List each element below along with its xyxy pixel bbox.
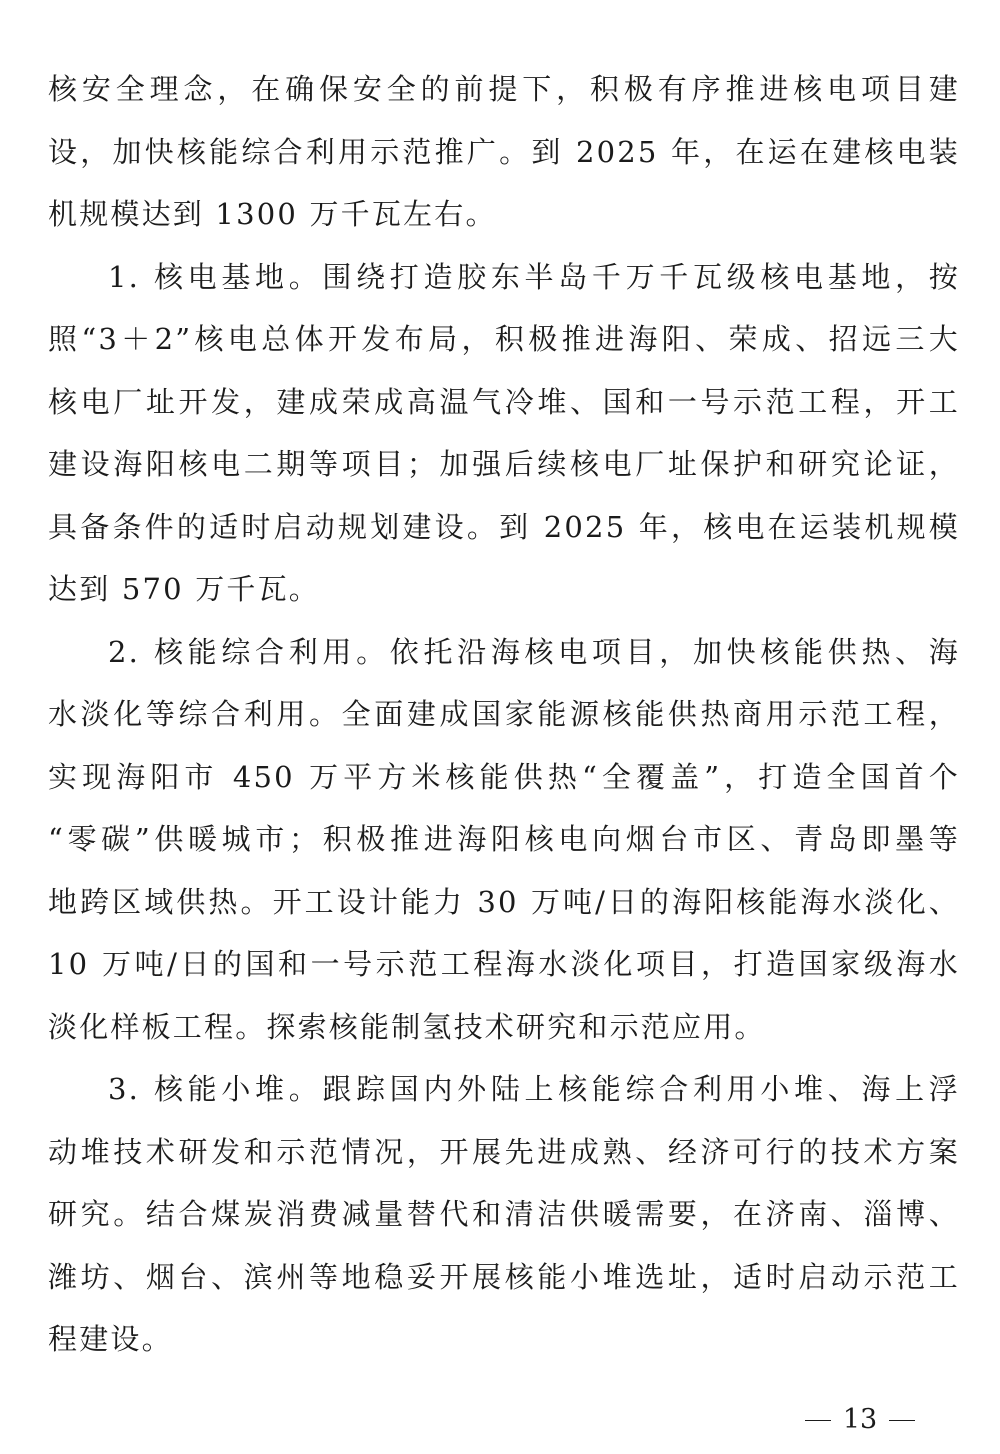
text-line: 照“3＋2”核电总体开发布局，积极推进海阳、荣成、招远三大 bbox=[48, 322, 960, 356]
intro-paragraph bbox=[48, 58, 960, 246]
text-line: 建设海阳核电二期等项目；加强后续核电厂址保护和研究论证， bbox=[48, 447, 960, 481]
text-line: 10 万吨/日的国和一号示范工程海水淡化项目，打造国家级海水 bbox=[48, 947, 960, 981]
section-2-comprehensive-utilization bbox=[48, 621, 960, 1059]
text-line: 研究。结合煤炭消费减量替代和清洁供暖需要，在济南、淄博、 bbox=[48, 1197, 960, 1231]
section-heading-line: 2. 核能综合利用。依托沿海核电项目，加快核能供热、海 bbox=[108, 634, 960, 669]
section-3-small-reactors bbox=[48, 1058, 960, 1371]
text-line: 具备条件的适时启动规划建设。到 2025 年，核电在运装机规模 bbox=[48, 509, 960, 544]
text-line: 核电厂址开发，建成荣成高温气冷堆、国和一号示范工程，开工 bbox=[48, 384, 960, 419]
text-line: “零碳”供暖城市；积极推进海阳核电向烟台市区、青岛即墨等 bbox=[48, 822, 960, 856]
text-line: 潍坊、烟台、滨州等地稳妥开展核能小堆选址，适时启动示范工 bbox=[48, 1259, 960, 1294]
right-dash bbox=[889, 1420, 915, 1422]
text-line: 水淡化等综合利用。全面建成国家能源核能供热商用示范工程， bbox=[48, 697, 960, 731]
text-line: 设，加快核能综合利用示范推广。到 2025 年，在运在建核电装 bbox=[48, 134, 960, 169]
text-line: 实现海阳市 450 万平方米核能供热“全覆盖”，打造全国首个 bbox=[48, 759, 960, 794]
page-number-value: 13 bbox=[842, 1404, 878, 1435]
text-line: 程建设。 bbox=[48, 1322, 173, 1356]
document-body bbox=[48, 58, 960, 1371]
text-line: 淡化样板工程。探索核能制氢技术研究和示范应用。 bbox=[48, 1009, 766, 1044]
text-line: 机规模达到 1300 万千瓦左右。 bbox=[48, 197, 497, 231]
text-line: 地跨区域供热。开工设计能力 30 万吨/日的海阳核能海水淡化、 bbox=[48, 884, 960, 919]
section-1-nuclear-power-base bbox=[48, 246, 960, 621]
text-line: 动堆技术研发和示范情况，开展先进成熟、经济可行的技术方案 bbox=[48, 1134, 960, 1169]
section-heading-line: 1. 核电基地。围绕打造胶东半岛千万千瓦级核电基地，按 bbox=[108, 259, 960, 294]
left-dash bbox=[805, 1420, 831, 1422]
text-line: 核安全理念，在确保安全的前提下，积极有序推进核电项目建 bbox=[48, 72, 960, 106]
page-number bbox=[780, 1402, 940, 1438]
section-heading-line: 3. 核能小堆。跟踪国内外陆上核能综合利用小堆、海上浮 bbox=[108, 1072, 960, 1106]
text-line: 达到 570 万千瓦。 bbox=[48, 572, 320, 606]
